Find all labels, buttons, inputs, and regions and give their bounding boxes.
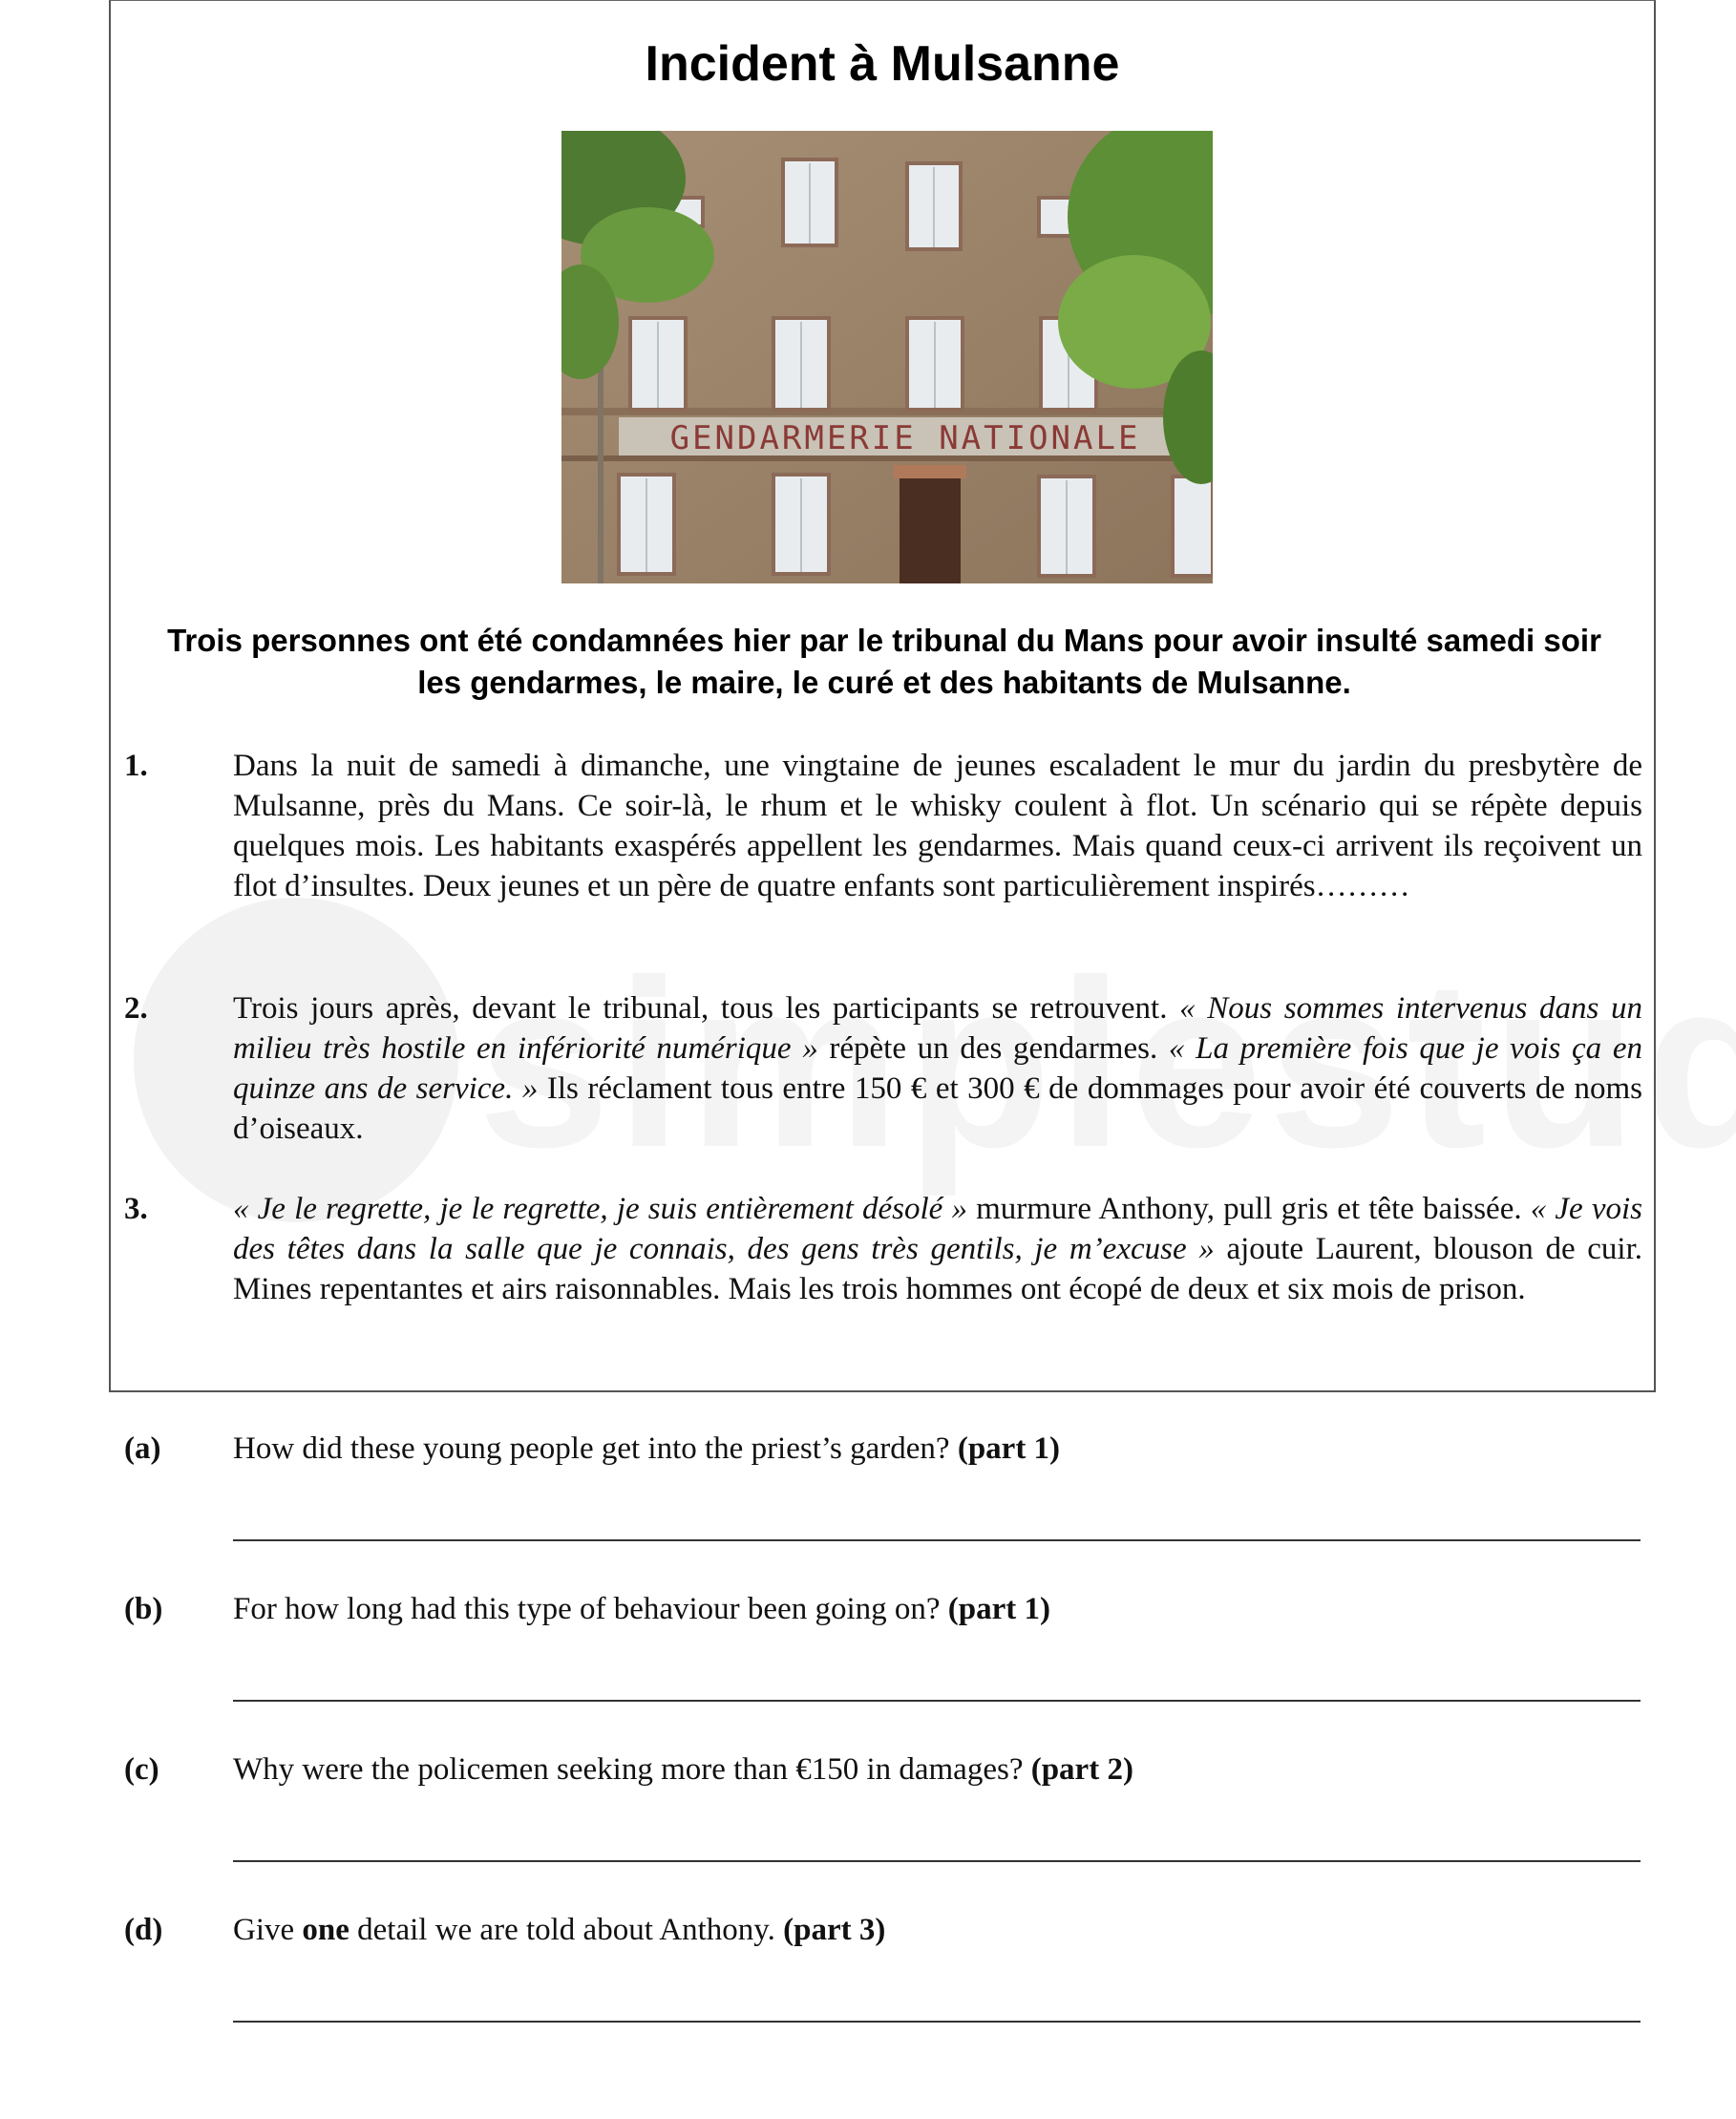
- answer-line[interactable]: [233, 1539, 1641, 1541]
- paragraph-text: [233, 1189, 1642, 1309]
- question-body: Why were the policemen seeking more than €150 in damages?: [233, 1752, 1024, 1787]
- article-lead: Trois personnes ont été condamnées hier par le tribunal du Mans pour avoir insulté samedi soir les gendarmes, le maire, le curé et des habitants de Mulsanne.: [167, 623, 1601, 700]
- paragraph-segment: Trois jours après, devant le tribunal, tous les participants se retrouvent.: [233, 991, 1180, 1026]
- question-label: (d): [124, 1913, 163, 1947]
- question-a: [124, 1429, 1642, 1469]
- question-part-ref: (part 3): [783, 1913, 886, 1947]
- paragraph-2: [124, 988, 1642, 1149]
- quote-segment: « La première fois que je vois ça en quinze ans de service. »: [233, 1031, 1643, 1106]
- photo-sign-text: GENDARMERIE NATIONALE: [669, 419, 1141, 457]
- question-part-ref: (part 1): [957, 1431, 1061, 1466]
- question-text: [233, 1589, 1642, 1629]
- question-body: detail we are told about Anthony.: [349, 1913, 775, 1947]
- paragraph-segment: murmure Anthony, pull gris et tête baissée.: [966, 1192, 1531, 1226]
- gendarmerie-photo: [561, 131, 1213, 583]
- question-body: How did these young people get into the priest’s garden?: [233, 1431, 950, 1466]
- question-text: [233, 1429, 1642, 1469]
- paragraph-1: [124, 746, 1642, 906]
- paragraph-number: 3.: [124, 1192, 148, 1226]
- question-d: [124, 1910, 1642, 1950]
- paragraph-number: 1.: [124, 749, 148, 783]
- question-text: [233, 1749, 1642, 1790]
- question-part-ref: (part 1): [947, 1592, 1051, 1626]
- question-label: (a): [124, 1431, 161, 1466]
- article-box: [109, 0, 1656, 1392]
- paragraph-segment: Ils réclament tous entre 150 € et 300 € de dommages pour avoir été couverts de noms d’oiseaux.: [233, 1071, 1642, 1146]
- paragraph-segment: répète un des gendarmes.: [817, 1031, 1169, 1066]
- paragraph-segment: Dans la nuit de samedi à dimanche, une vingtaine de jeunes escaladent le mur du jardin du presbytère de Mulsanne, près du Mans. Ce soir-là, le rhum et le whisky coulent à flot. Un scénario qui se répète depuis quelques mois. Les habitants exaspérés appellent les gendarmes. Mais quand ceux-ci arrivent ils reçoivent un flot d’insultes. Deux jeunes et un père de quatre enfants sont particulièrement inspirés………: [233, 749, 1642, 903]
- answer-line[interactable]: [233, 1700, 1641, 1702]
- question-c: [124, 1749, 1642, 1790]
- paragraph-text: [233, 746, 1642, 906]
- question-b: [124, 1589, 1642, 1629]
- paragraph-3: [124, 1189, 1642, 1309]
- paragraph-segment: ajoute Laurent, blouson de cuir. Mines repentantes et airs raisonnables. Mais les trois hommes ont écopé de deux et six mois de prison.: [233, 1232, 1642, 1306]
- quote-segment: « Je le regrette, je le regrette, je suis entièrement désolé »: [233, 1192, 967, 1226]
- paragraph-number: 2.: [124, 991, 148, 1026]
- question-label: (c): [124, 1752, 159, 1787]
- answer-line[interactable]: [233, 2021, 1641, 2023]
- article-title: Incident à Mulsanne: [645, 36, 1120, 92]
- answer-line[interactable]: [233, 1860, 1641, 1862]
- paragraph-text: [233, 988, 1642, 1149]
- question-body: Give: [233, 1913, 303, 1947]
- question-part-ref: (part 2): [1030, 1752, 1133, 1787]
- quote-segment: « Nous sommes intervenus dans un milieu très hostile en infériorité numérique »: [233, 991, 1642, 1066]
- question-body: For how long had this type of behaviour been going on?: [233, 1592, 941, 1626]
- question-emphasis: one: [302, 1913, 349, 1947]
- quote-segment: « Je vois des têtes dans la salle que je connais, des gens très gentils, je m’excuse »: [233, 1192, 1643, 1266]
- question-text: [233, 1910, 1642, 1950]
- question-label: (b): [124, 1592, 163, 1626]
